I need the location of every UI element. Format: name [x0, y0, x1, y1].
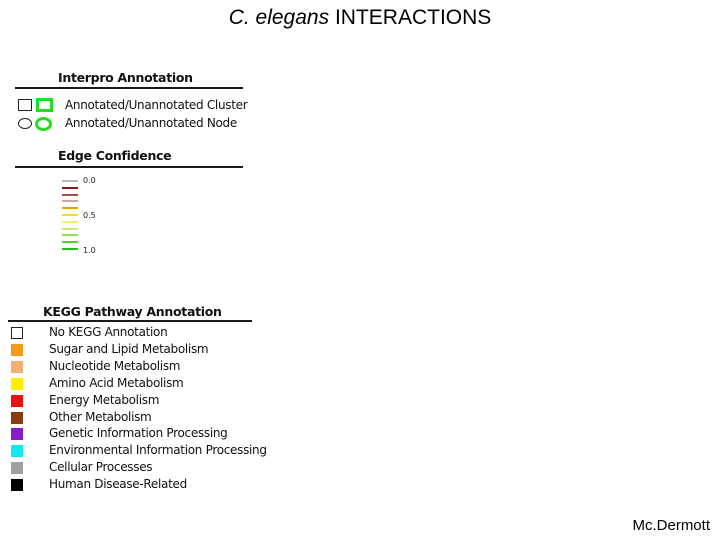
kegg-swatch	[11, 361, 23, 373]
edge-tick-0: 0.0	[83, 176, 96, 185]
kegg-label: Nucleotide Metabolism	[49, 358, 181, 373]
title-rest: INTERACTIONS	[334, 6, 492, 29]
edge-tick-1: 0.5	[83, 211, 96, 220]
kegg-swatch	[11, 428, 23, 440]
kegg-swatch	[11, 445, 23, 457]
interpro-heading: Interpro Annotation	[58, 70, 193, 85]
kegg-label: No KEGG Annotation	[49, 325, 168, 339]
kegg-label: Environmental Information Processing	[49, 443, 267, 458]
kegg-swatch	[11, 327, 23, 339]
kegg-rule	[8, 320, 252, 322]
edge-confidence-heading: Edge Confidence	[58, 148, 172, 163]
kegg-label: Cellular Processes	[49, 460, 153, 475]
kegg-label: Amino Acid Metabolism	[49, 375, 184, 390]
kegg-label: Sugar and Lipid Metabolism	[49, 341, 209, 356]
kegg-label: Energy Metabolism	[49, 392, 160, 407]
edge-tick-2: 1.0	[83, 246, 96, 255]
kegg-heading: KEGG Pathway Annotation	[43, 304, 222, 319]
kegg-swatch	[11, 412, 23, 424]
kegg-legend	[0, 0, 267, 540]
kegg-label: Human Disease-Related	[49, 477, 187, 492]
kegg-label: Genetic Information Processing	[49, 426, 228, 441]
node-label: Annotated/Unannotated Node	[65, 116, 237, 130]
kegg-swatch	[11, 479, 23, 491]
cluster-label: Annotated/Unannotated Cluster	[65, 98, 248, 112]
kegg-swatch	[11, 395, 23, 407]
kegg-swatch	[11, 378, 23, 390]
title-species: C. elegans	[228, 6, 330, 29]
kegg-label: Other Metabolism	[49, 409, 152, 424]
kegg-swatch	[11, 344, 23, 356]
kegg-swatch	[11, 462, 23, 474]
author-credit: Mc.Dermott	[632, 517, 710, 534]
